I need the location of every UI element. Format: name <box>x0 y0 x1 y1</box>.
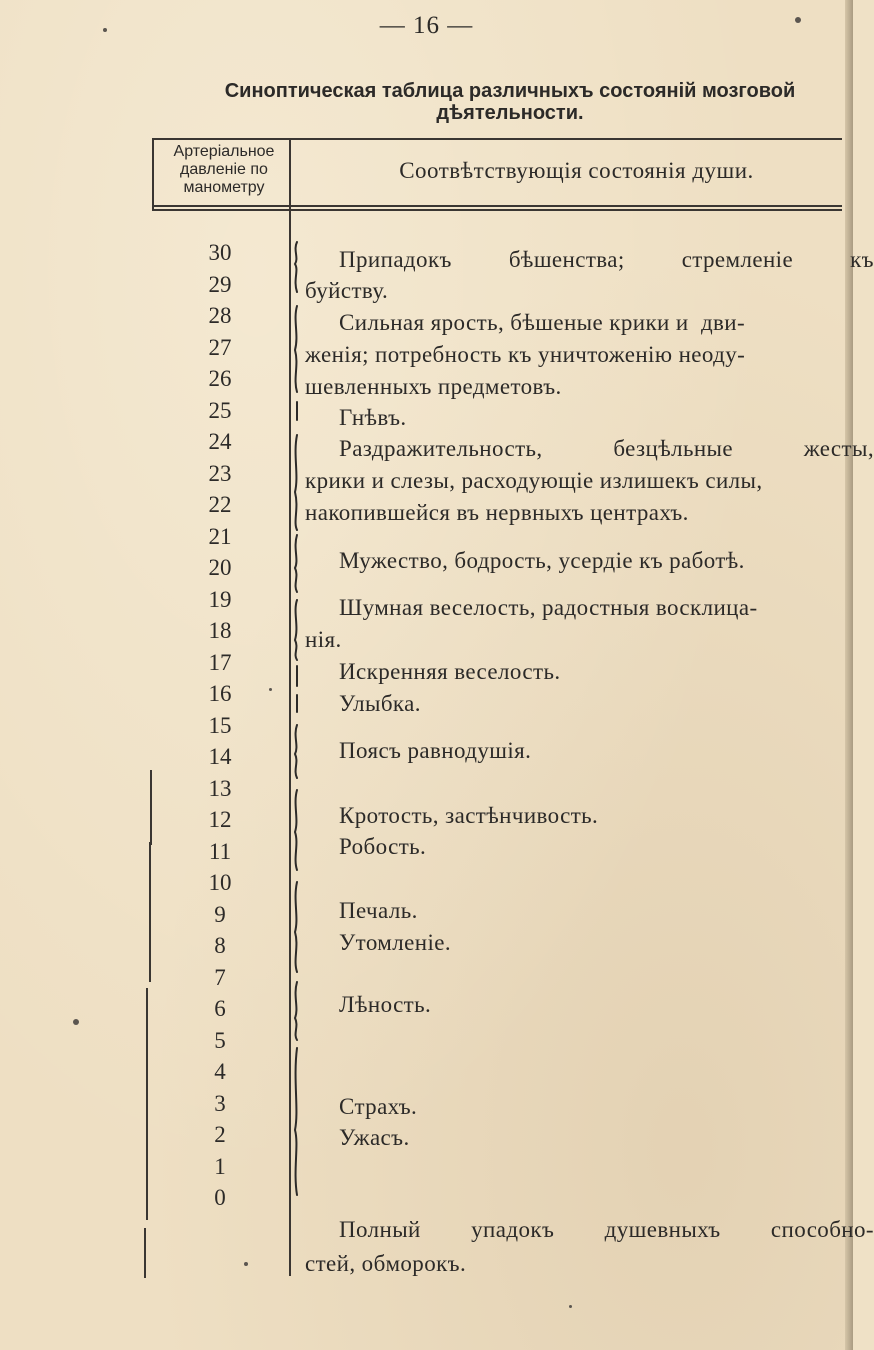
pressure-value: 3 <box>214 1090 226 1116</box>
state-line: Лѣность. <box>339 992 432 1017</box>
pressure-value: 24 <box>208 429 232 454</box>
pressure-value: 22 <box>208 492 232 517</box>
header-pressure-line-1: Артерiальное <box>173 143 275 160</box>
states-column <box>305 244 874 1284</box>
state-line: Мужество, бодрость, усердiе къ работѣ. <box>339 548 745 573</box>
top-rule <box>152 138 842 140</box>
table-title <box>160 80 860 124</box>
pressure-value: 20 <box>208 555 232 580</box>
state-line: Шумная веселость, радостныя восклица- <box>339 595 758 620</box>
pressure-value: 10 <box>208 870 232 895</box>
pressure-value: 16 <box>208 681 232 706</box>
paper-speck <box>569 1305 572 1308</box>
state-line: буйству. <box>305 278 389 303</box>
pressure-value: 1 <box>214 1153 226 1179</box>
header-states: Соотвѣтствующiя состоянiя души. <box>399 158 754 183</box>
state-line: стей, обморокъ. <box>305 1251 467 1276</box>
pressure-value: 29 <box>208 271 232 297</box>
pressure-value: 28 <box>208 303 232 328</box>
title-line-2: дѣятельности. <box>436 102 584 124</box>
header-pressure <box>156 143 292 197</box>
state-line: Припадокъ бѣшенства; стремленiе къ <box>339 247 874 272</box>
pressure-value: 15 <box>208 712 232 738</box>
brace-24-22 <box>295 435 297 530</box>
state-line: Сильная ярость, бѣшеные крики и дви- <box>339 310 746 335</box>
brace-28-26 <box>295 306 297 392</box>
left-border-c <box>146 988 148 1220</box>
paper-speck <box>73 1019 79 1025</box>
state-line: нiя. <box>305 627 342 652</box>
state-line: Робость. <box>339 834 427 859</box>
state-line: Улыбка. <box>339 691 421 716</box>
pressure-value: 21 <box>208 523 232 549</box>
brace-15-14 <box>295 725 297 778</box>
header-rule-2 <box>152 209 842 211</box>
pressure-value: 27 <box>208 334 232 360</box>
pressure-value: 6 <box>214 996 226 1021</box>
state-line: женiя; потребность къ уничтоженiю неоду- <box>305 342 746 367</box>
pressure-value: 4 <box>214 1059 226 1084</box>
state-line: накопившейся въ нервныхъ центрахъ. <box>305 500 689 525</box>
pressure-value: 9 <box>214 901 226 927</box>
pressure-value: 11 <box>208 838 232 864</box>
brace-5-1 <box>295 1048 297 1195</box>
brace-13-11 <box>295 790 297 870</box>
pressure-value: 13 <box>208 775 232 801</box>
state-line: Печаль. <box>339 898 418 923</box>
state-line: Искренняя веселость. <box>339 659 561 684</box>
page-number: — 16 — <box>379 12 474 39</box>
brace-7-6 <box>295 982 297 1040</box>
brace-10-8 <box>295 882 297 972</box>
pressure-value: 18 <box>208 618 232 643</box>
pressure-value: 23 <box>208 460 232 486</box>
brace-30-29 <box>295 242 297 292</box>
state-line: Гнѣвъ. <box>339 405 407 430</box>
pressure-value: 12 <box>208 807 232 832</box>
pressure-value: 25 <box>208 397 232 423</box>
pressure-value: 5 <box>214 1027 226 1053</box>
pressure-value: 17 <box>208 649 232 675</box>
pressure-value: 14 <box>208 744 232 769</box>
brace-19-18 <box>295 600 297 660</box>
header-pressure-line-2: давленiе по <box>180 161 268 178</box>
paper-speck <box>103 28 107 32</box>
state-line: Кротость, застѣнчивость. <box>339 803 599 828</box>
state-line: крики и слезы, расходующiе излишекъ силы, <box>305 468 763 493</box>
pressure-value: 0 <box>214 1185 226 1210</box>
state-line: шевленныхъ предметовъ. <box>305 374 562 399</box>
left-border-top <box>152 140 154 210</box>
paper-speck <box>269 688 272 691</box>
title-line-1: Синоптическая таблица различныхъ состоянiй мозговой <box>224 80 796 102</box>
pressure-value: 7 <box>214 964 226 990</box>
state-line: Страхъ. <box>339 1094 418 1119</box>
left-border-d <box>144 1228 146 1278</box>
state-line: Поясъ равнодушiя. <box>339 738 532 763</box>
pressure-value: 26 <box>208 366 232 391</box>
header-rule-1 <box>152 205 842 207</box>
state-line: Раздражительность, безцѣльные жесты, <box>339 436 874 461</box>
paper-speck <box>244 1262 248 1266</box>
pressure-value: 19 <box>208 586 232 612</box>
pressure-value: 8 <box>214 933 226 958</box>
state-line: Полный упадокъ душевныхъ способно- <box>339 1217 874 1242</box>
pressure-value: 2 <box>214 1122 226 1147</box>
state-line: Ужасъ. <box>339 1125 410 1150</box>
brace-21-20 <box>295 535 297 592</box>
state-line: Утомленiе. <box>339 930 451 955</box>
paper-speck <box>795 17 801 23</box>
header-pressure-line-3: манометру <box>183 179 265 196</box>
pressure-value: 30 <box>208 240 232 265</box>
pressure-column <box>150 237 290 1214</box>
